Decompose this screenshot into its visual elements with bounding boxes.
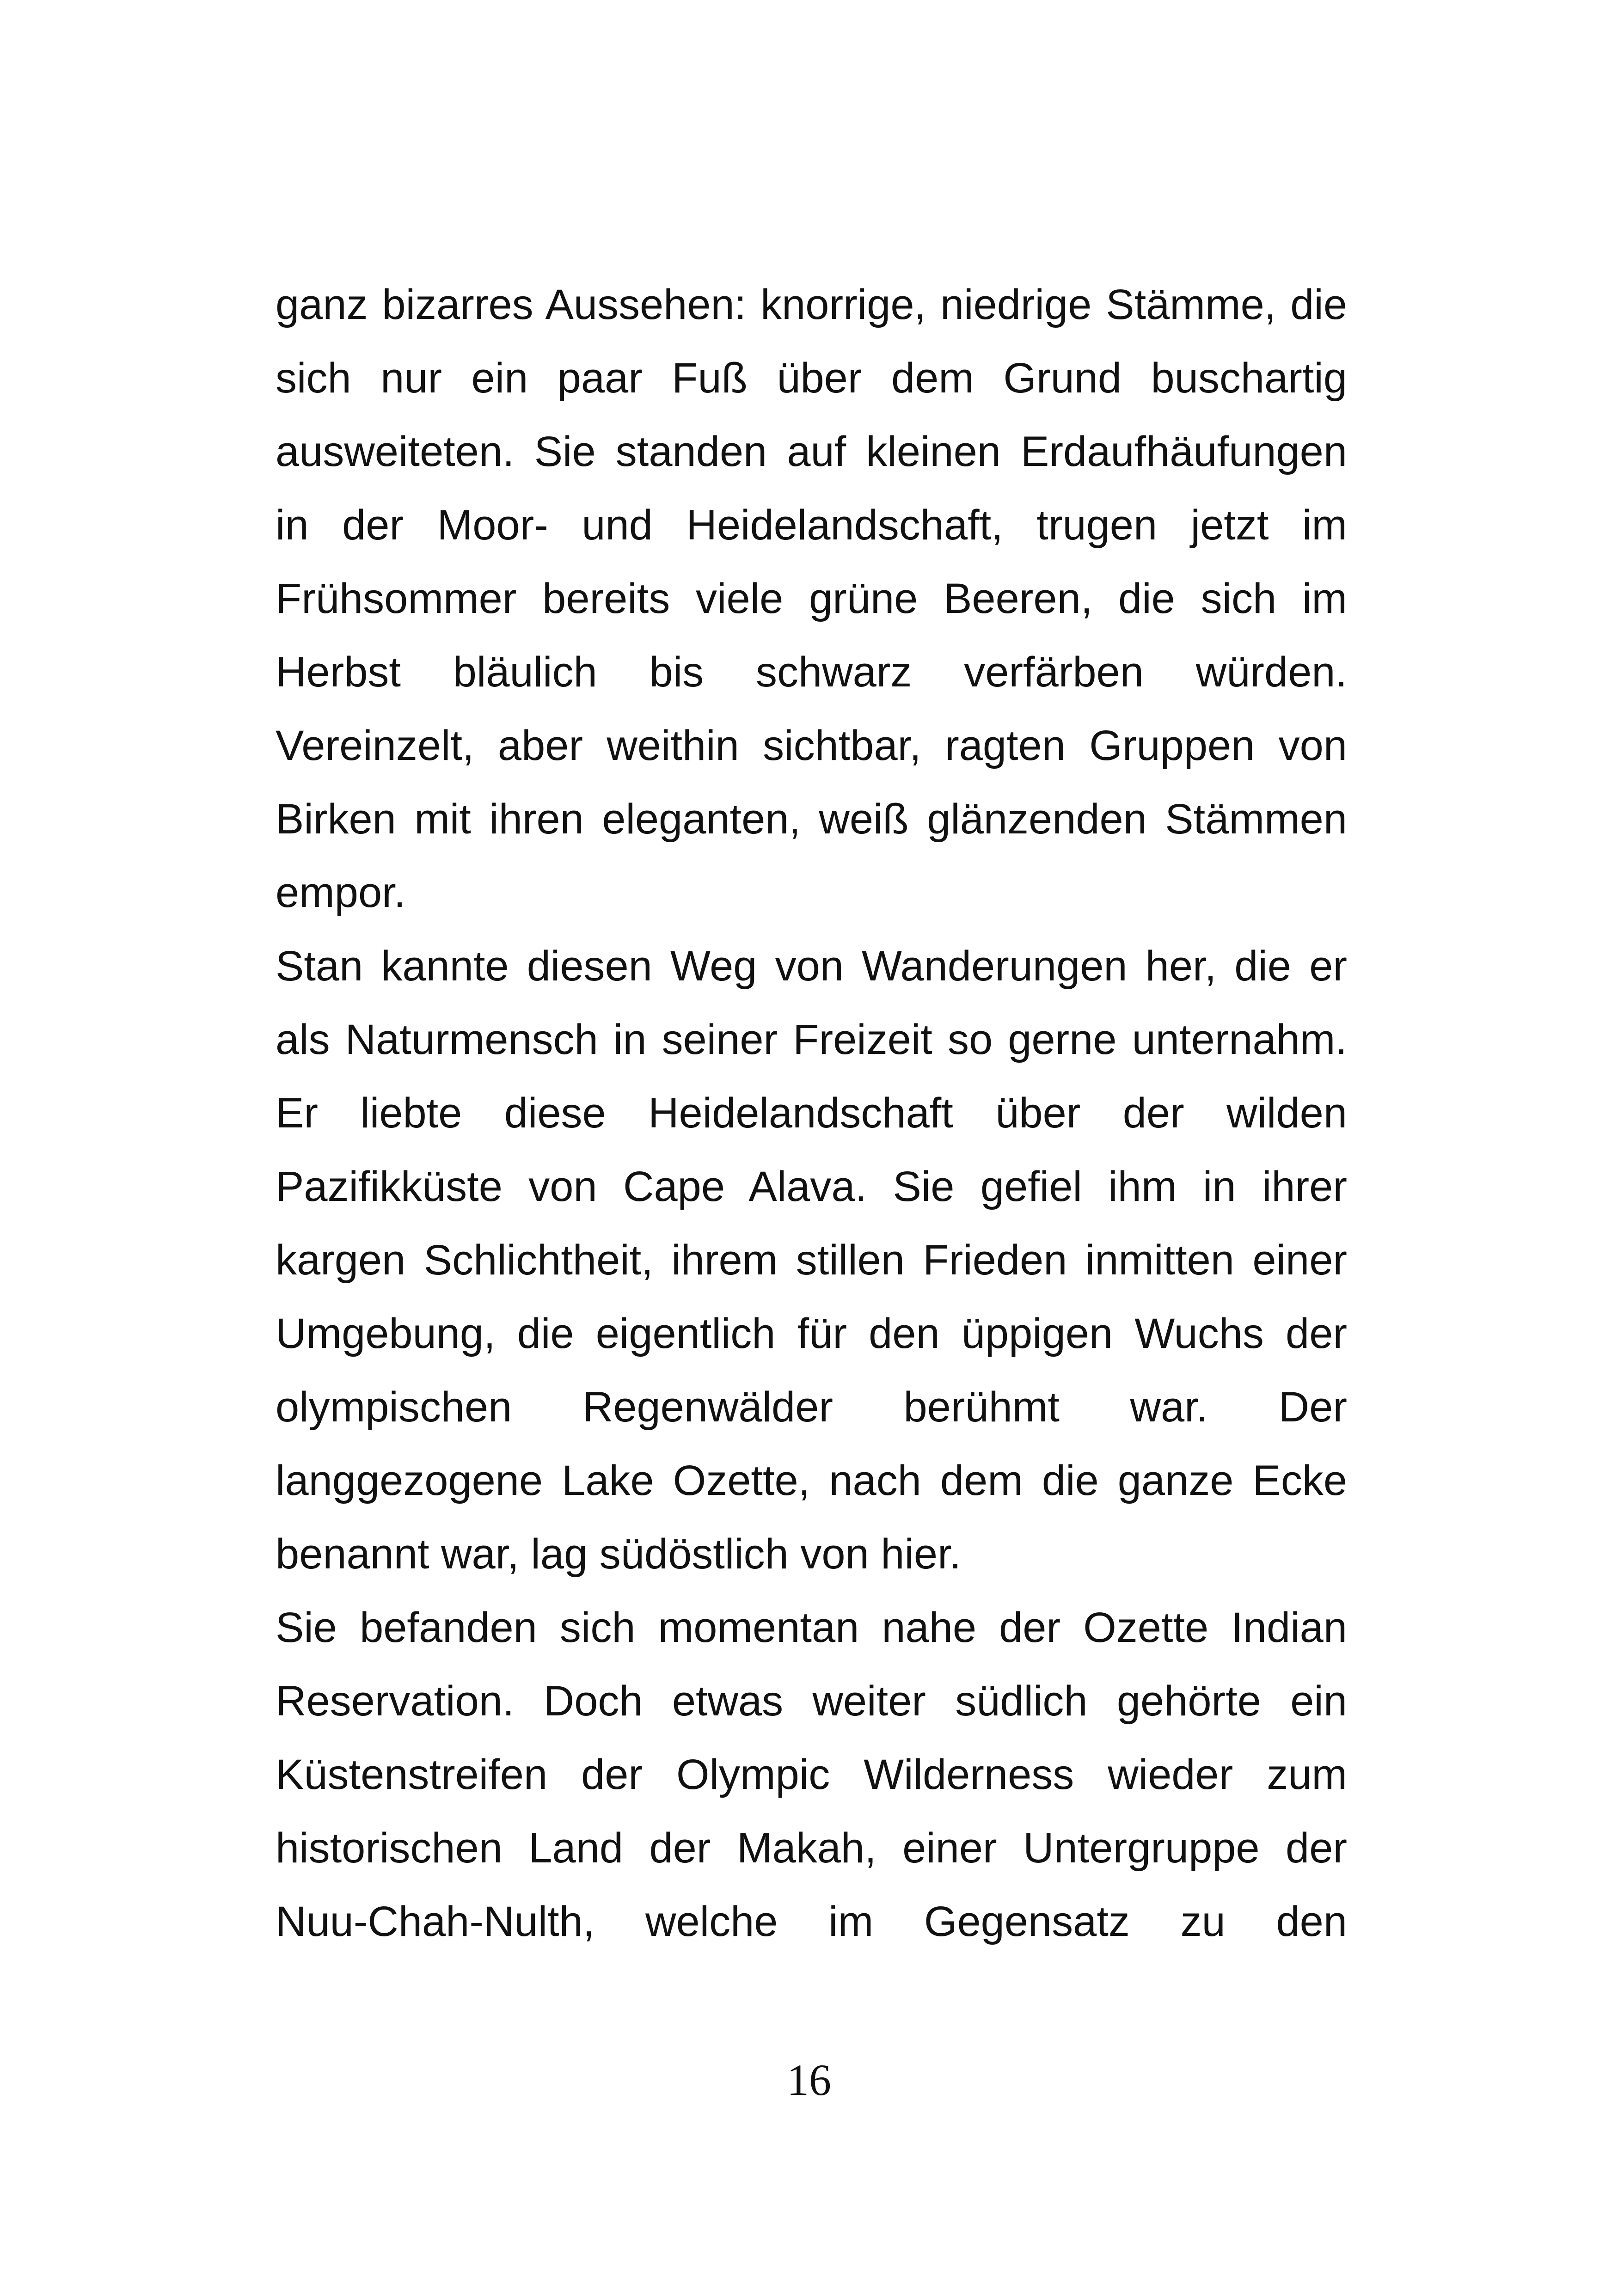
paragraph-3: Sie befanden sich momentan nahe der Ozette Indian Reservation. Doch etwas weiter südlich gehörte ein Küstenstreifen der Olympic Wilderness wieder zum historischen Land der Makah, einer Untergruppe der Nuu-Chah-Nulth, welche im Gegensatz zu den <box>276 1604 1347 1945</box>
paragraph-2: Stan kannte diesen Weg von Wanderungen her, die er als Naturmensch in seiner Freizeit so gerne unternahm. Er liebte diese Heidelandschaft über der wilden Pazifikküste von Cape Alava. Sie gefiel ihm in ihrer kargen Schlichtheit, ihrem stillen Frieden inmitten einer Umgebung, die eigentlich für den üppigen Wuchs der olympischen Regenwälder berühmt war. Der langgezogene Lake Ozette, nach dem die ganze Ecke benannt war, lag südöstlich von hier. <box>276 943 1347 1578</box>
page-number: 16 <box>787 2055 831 2105</box>
paragraph-1: ganz bizarres Aussehen: knorrige, niedrige Stämme, die sich nur ein paar Fuß über dem Grund buschartig ausweiteten. Sie standen auf kleinen Erdaufhäufungen in der Moor- und Heidelandschaft, trugen jetzt im Frühsommer bereits viele grüne Beeren, die sich im Herbst bläulich bis schwarz verfärben würden. Vereinzelt, aber weithin sichtbar, ragten Gruppen von Birken mit ihren eleganten, weiß glänzenden Stämmen empor. <box>276 281 1347 916</box>
body-text <box>276 268 1347 1959</box>
